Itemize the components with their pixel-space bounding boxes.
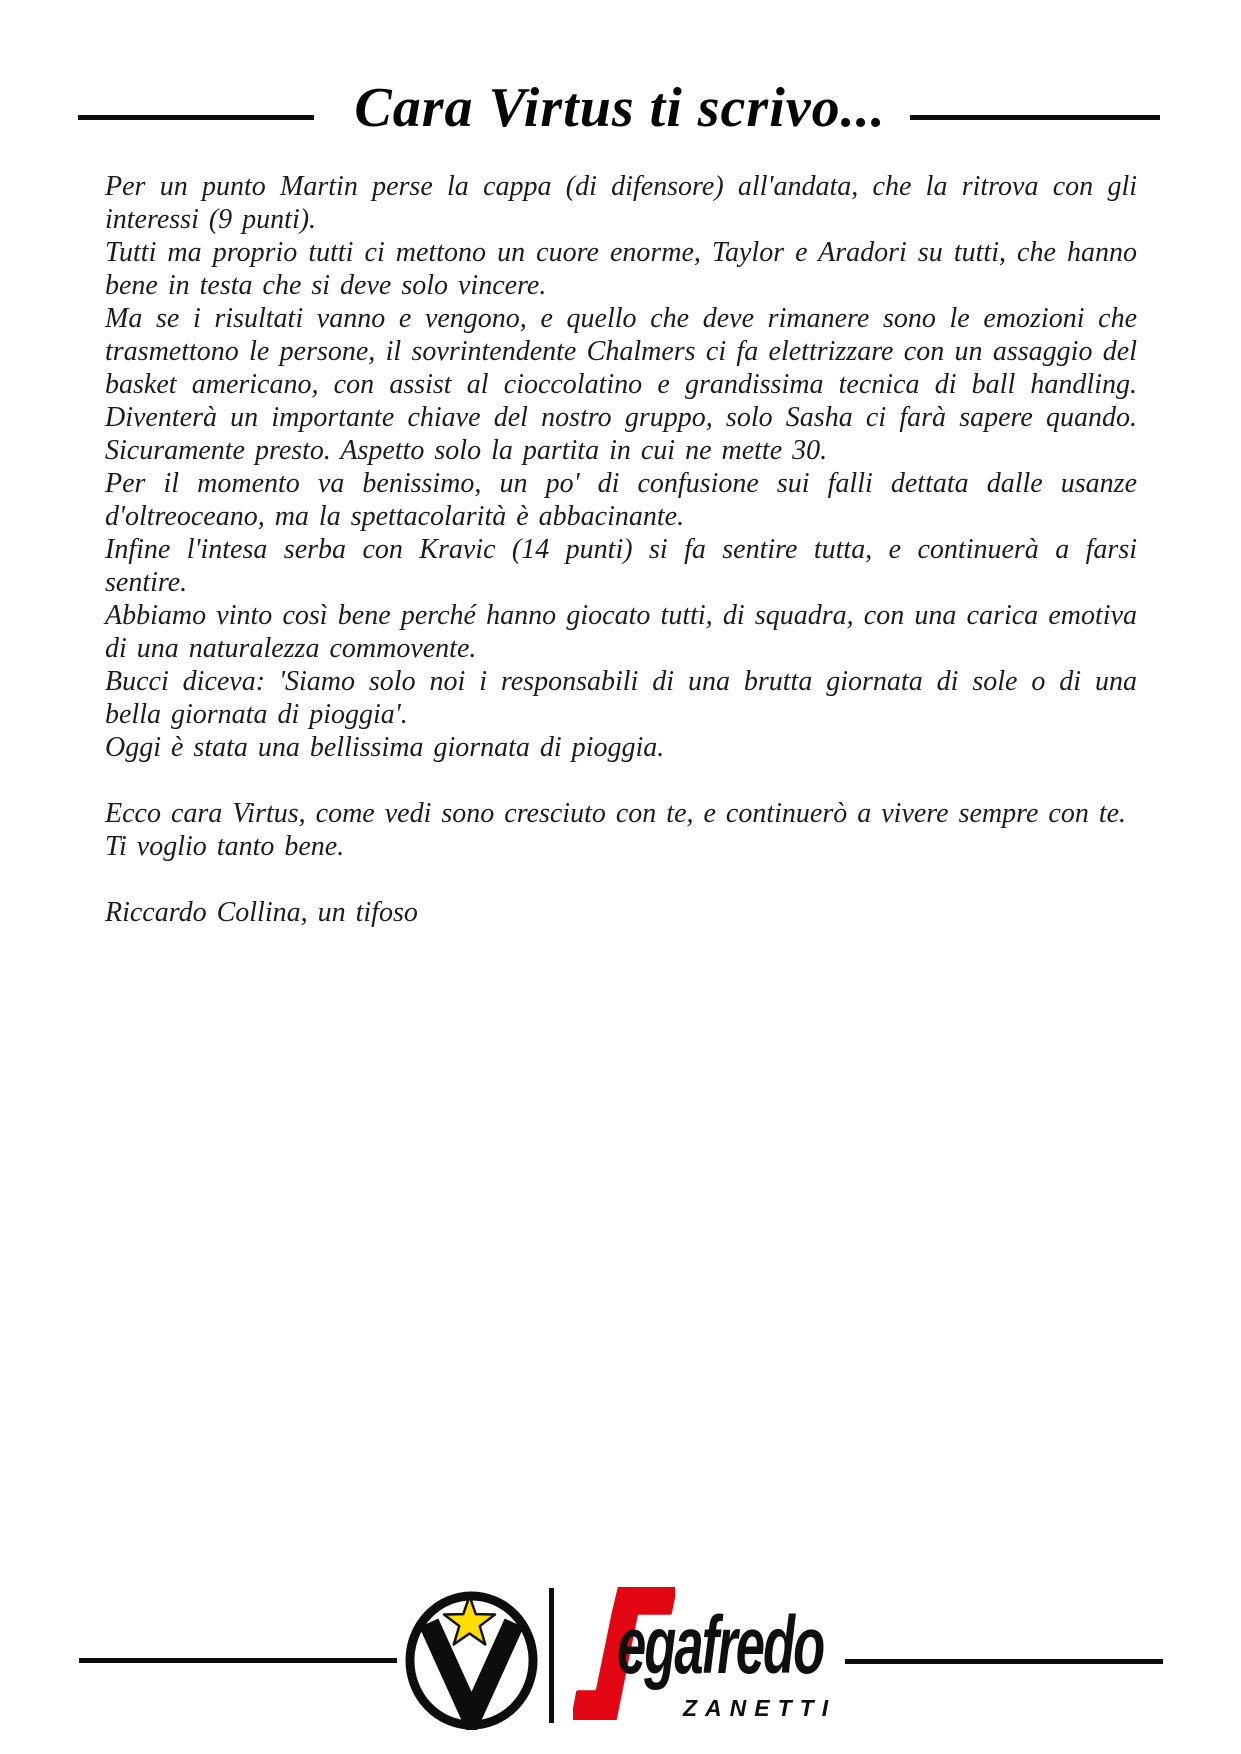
- letter-body: [105, 170, 1137, 929]
- letter-paragraph: Per il momento va benissimo, un po' di confusione sui falli dettata dalle usanze d'oltreoceano, ma la spettacolarità è abbacinante.: [105, 468, 1137, 532]
- footer-rule-left: [79, 1658, 397, 1663]
- segafredo-wordmark: egafredo: [617, 1600, 824, 1691]
- letter-paragraph: Per un punto Martin perse la cappa (di difensore) all'andata, che la ritrova con gli interessi (9 punti).: [105, 171, 1137, 235]
- signature: Riccardo Collina, un tifoso: [105, 897, 418, 928]
- letter-paragraph: Ma se i risultati vanno e vengono, e quello che deve rimanere sono le emozioni che trasmettono le persone, il sovrintendente Chalmers ci fa elettrizzare con un assaggio del basket americano, con assist al cioccolatino e grandissima tecnica di ball handling. Diventerà un importante chiave del nostro gruppo, solo Sasha ci farà sapere quando. Sicuramente presto. Aspetto solo la partita in cui ne mette 30.: [105, 303, 1137, 466]
- letter-paragraph: Oggi è stata una bellissima giornata di pioggia.: [105, 732, 665, 763]
- segafredo-logo: [571, 1585, 841, 1730]
- closing-line: Ti voglio tanto bene.: [105, 831, 345, 862]
- logo-divider: [549, 1588, 554, 1723]
- closing-block: [105, 797, 1137, 863]
- letter-paragraph: Infine l'intesa serba con Kravic (14 punti) si fa sentire tutta, e continuerà a farsi sentire.: [105, 534, 1137, 598]
- virtus-v-glyph: [429, 1623, 514, 1717]
- title-rule-right: [910, 115, 1160, 120]
- segafredo-zanetti-label: ZANETTI: [683, 1695, 837, 1721]
- letter-paragraph: Bucci diceva: 'Siamo solo noi i responsabili di una brutta giornata di sole o di una bella giornata di pioggia'.: [105, 666, 1137, 730]
- virtus-bologna-logo-icon: [405, 1591, 538, 1730]
- letter-paragraph: Abbiamo vinto così bene perché hanno giocato tutti, di squadra, con una carica emotiva di una naturalezza commovente.: [105, 600, 1137, 664]
- letter-paragraph: Tutti ma proprio tutti ci mettono un cuore enorme, Taylor e Aradori su tutti, che hanno bene in testa che si deve solo vincere.: [105, 237, 1137, 301]
- page-title: Cara Virtus ti scrivo...: [354, 77, 886, 139]
- closing-line: Ecco cara Virtus, come vedi sono cresciuto con te, e continuerò a vivere sempre con te.: [105, 798, 1127, 829]
- title-rule-left: [78, 115, 314, 120]
- footer-rule-right: [845, 1659, 1163, 1664]
